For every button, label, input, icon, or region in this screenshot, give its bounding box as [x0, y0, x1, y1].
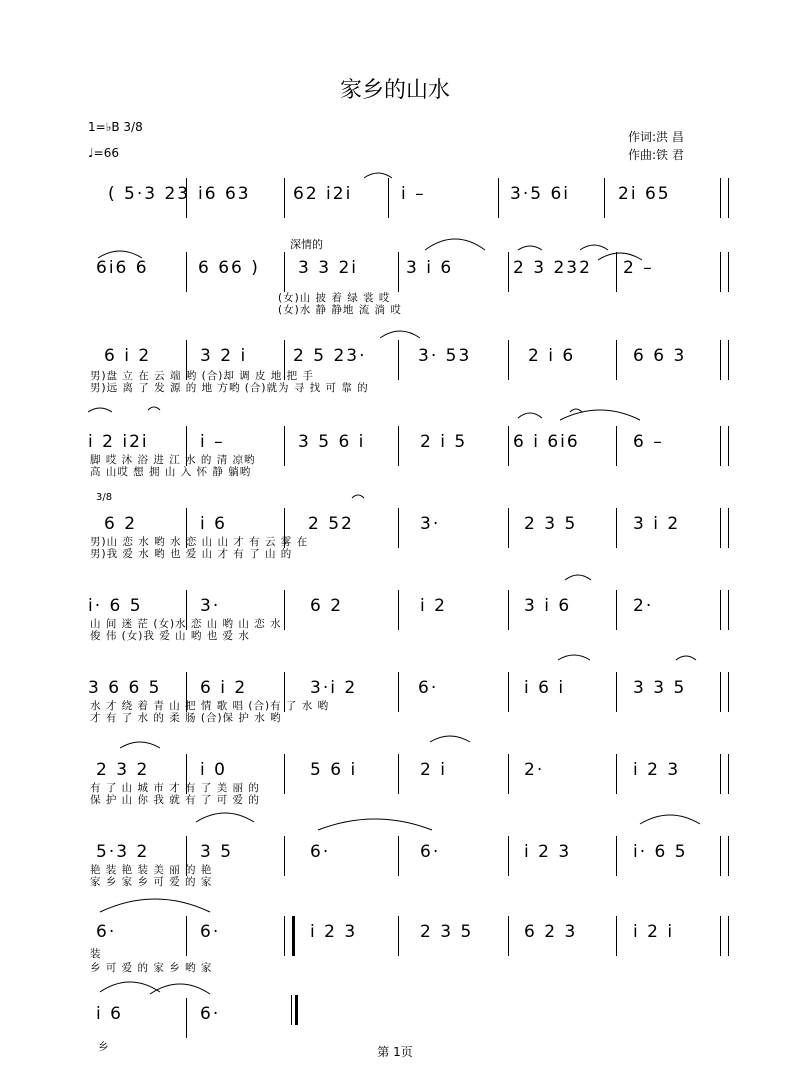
slur	[318, 819, 432, 830]
measure-notes: 6 2	[104, 514, 138, 534]
lyric-line: 有 了 山 城 市 才 有 了 美 丽 的	[90, 782, 260, 794]
measure-notes: 6·	[310, 842, 331, 862]
barline	[508, 508, 509, 548]
lyric-line: 男)盘 立 在 云 端 哟 (合)却 调 皮 地 把 手	[90, 370, 315, 382]
barline	[508, 590, 509, 630]
measure-notes: 3 6 6 5	[88, 678, 162, 698]
measure-notes: 3 i 6	[524, 596, 572, 616]
measure-notes: 6·	[200, 1004, 221, 1024]
barline-end	[728, 754, 729, 794]
lyric-line: 山 间 迷 茫 (女)水 恋 山 哟 山 恋 水	[90, 618, 282, 630]
tempo-marking: ♩=66	[88, 146, 119, 160]
barline	[186, 178, 187, 218]
barline	[616, 754, 617, 794]
barline	[508, 754, 509, 794]
measure-notes: i –	[200, 432, 225, 452]
measure-notes: 2 3 5	[524, 514, 578, 534]
slur	[676, 656, 696, 660]
measure-notes: i 2 3	[310, 922, 358, 942]
lyric-line: 家 乡 家 乡 可 爱 的 家	[90, 876, 213, 888]
measure-notes: 6·	[200, 922, 221, 942]
measure-notes: 2 5 23·	[293, 346, 367, 366]
lyric-line: 男)远 离 了 发 源 的 地 方哟 (合)就为 寻 找 可 靠 的	[90, 382, 369, 394]
barline	[616, 590, 617, 630]
barline	[398, 252, 399, 292]
barline-end	[728, 178, 729, 218]
slur	[352, 495, 364, 498]
barline	[398, 754, 399, 794]
measure-notes: 3 5	[200, 842, 234, 862]
slur	[425, 239, 485, 250]
lyricist: 作词:洪 昌	[628, 130, 684, 144]
barline	[508, 836, 509, 876]
slur	[196, 813, 254, 822]
measure-notes: 3·i 2	[310, 678, 358, 698]
staff-system	[88, 252, 728, 292]
measure-notes: 6·	[418, 678, 439, 698]
measure-notes: 2 52	[308, 514, 354, 534]
lyric-line: 装	[90, 948, 102, 960]
barline-end	[728, 916, 729, 956]
key-signature: 1=♭B 3/8	[88, 120, 143, 134]
barline	[720, 508, 721, 548]
barline	[284, 916, 285, 956]
measure-notes: i 6	[96, 1004, 123, 1024]
barline	[284, 590, 285, 630]
lyric-line: 脚 哎 沐 浴 进 江 水 的 清 凉哟	[90, 454, 256, 466]
barline	[616, 916, 617, 956]
barline	[398, 672, 399, 712]
measure-notes: 2 3 2	[96, 760, 150, 780]
measure-notes: 3 i 2	[633, 514, 681, 534]
lyric-line: 乡 可 爱 的 家 乡 哟 家	[90, 962, 213, 974]
barline-end	[728, 836, 729, 876]
barline	[398, 508, 399, 548]
footer-lyric: 乡	[98, 1041, 109, 1053]
barline	[284, 252, 285, 292]
measure-notes: 3·5 6i	[510, 184, 570, 204]
slur	[565, 575, 591, 580]
barline	[398, 426, 399, 466]
measure-notes: 6 i 2	[200, 678, 248, 698]
measure-notes: i 2 3	[524, 842, 572, 862]
barline	[186, 916, 187, 956]
composer: 作曲:铁 君	[628, 148, 684, 162]
barline-end	[728, 590, 729, 630]
lyric-line: 男)山 恋 水 哟 水 恋 山 山 才 有 云 雾 在	[90, 536, 309, 548]
barline	[720, 340, 721, 380]
measure-notes: 2·	[524, 760, 545, 780]
measure-notes: 6 i 2	[104, 346, 152, 366]
slur	[120, 742, 160, 748]
barline	[616, 672, 617, 712]
song-title: 家乡的山水	[339, 78, 450, 103]
measure-notes: 6·	[96, 922, 117, 942]
measure-notes: i 0	[200, 760, 227, 780]
measure-notes: 6·	[420, 842, 441, 862]
measure-notes: i 6	[200, 514, 227, 534]
measure-notes: 5 6 i	[310, 760, 358, 780]
repeat-barline	[292, 916, 299, 956]
slur	[518, 246, 542, 250]
slur	[570, 409, 582, 412]
lyric-line: 男)我 爱 水 哟 也 爱 山 才 有 了 山 的	[90, 548, 293, 560]
measure-notes: 6 i 6i6	[513, 432, 580, 452]
barline	[398, 836, 399, 876]
slur	[580, 245, 608, 250]
barline	[186, 998, 187, 1038]
measure-notes: i 2 3	[633, 760, 681, 780]
staff-system	[88, 178, 728, 218]
lyric-line: 保 护 山 你 我 就 有 了 可 爱 的	[90, 794, 260, 806]
staff-system	[88, 916, 728, 956]
measure-notes: i –	[401, 184, 426, 204]
barline	[720, 252, 721, 292]
barline	[616, 426, 617, 466]
barline	[508, 252, 509, 292]
barline	[720, 426, 721, 466]
measure-notes: 3 2 i	[200, 346, 248, 366]
lyric-line: (女)水 静 静地 流 淌 哎	[278, 304, 402, 316]
measure-notes: i· 6 5	[88, 596, 143, 616]
barline	[616, 252, 617, 292]
barline-end	[728, 426, 729, 466]
measure-notes: 5·3 2	[96, 842, 150, 862]
measure-notes: 2 i 5	[420, 432, 468, 452]
measure-notes: i 6 i	[524, 678, 566, 698]
barline-end	[728, 508, 729, 548]
barline	[398, 590, 399, 630]
measure-notes: 6 66 )	[198, 258, 260, 278]
barline-end	[728, 340, 729, 380]
lyric-line: 才 有 了 水 的 柔 肠 (合)保 护 水 哟	[90, 712, 282, 724]
lyric-line: 水 才 绕 着 青 山 把 情 歌 唱 (合)有 了 水 哟	[90, 700, 330, 712]
measure-notes: 3 3 5	[633, 678, 687, 698]
measure-notes: i· 6 5	[633, 842, 688, 862]
measure-notes: 2·	[633, 596, 654, 616]
slur	[430, 736, 470, 742]
measure-notes: 3· 53	[418, 346, 472, 366]
barline	[720, 590, 721, 630]
slur	[518, 413, 542, 418]
measure-notes: 6i6 6	[96, 258, 149, 278]
barline	[284, 754, 285, 794]
measure-notes: 2 3 232	[513, 258, 592, 278]
barline	[284, 178, 285, 218]
barline	[388, 178, 389, 218]
barline-end	[728, 672, 729, 712]
barline	[508, 340, 509, 380]
barline	[616, 836, 617, 876]
barline	[186, 252, 187, 292]
lyric-line: 艳 装 艳 装 美 丽 的 艳	[90, 864, 213, 876]
barline	[508, 426, 509, 466]
barline	[720, 178, 721, 218]
time-signature-change: 3/8	[96, 492, 113, 503]
measure-notes: 62 i2i	[293, 184, 353, 204]
measure-notes: i 2 i	[633, 922, 675, 942]
measure-notes: ( 5·3 23	[108, 184, 191, 204]
barline	[616, 340, 617, 380]
barline	[284, 426, 285, 466]
measure-notes: 3 i 6	[406, 258, 454, 278]
slur	[380, 331, 420, 338]
page-number: 第 1页	[377, 1045, 413, 1059]
barline	[284, 836, 285, 876]
barline	[720, 672, 721, 712]
slur	[100, 982, 160, 992]
credits	[628, 128, 684, 164]
barline	[398, 916, 399, 956]
measure-notes: 6 2 3	[524, 922, 578, 942]
barline	[616, 508, 617, 548]
slur	[148, 407, 160, 410]
measure-notes: 3 5 6 i	[298, 432, 366, 452]
slur	[560, 410, 640, 420]
staff-system	[88, 998, 728, 1038]
measure-notes: 3 3 2i	[298, 258, 358, 278]
slur	[88, 408, 112, 412]
barline	[720, 916, 721, 956]
slur	[150, 984, 210, 994]
measure-notes: 3·	[200, 596, 221, 616]
barline	[498, 178, 499, 218]
expression-marking: 深情的	[290, 238, 323, 251]
barline	[398, 340, 399, 380]
measure-notes: 6 6 3	[633, 346, 687, 366]
barline	[508, 672, 509, 712]
barline	[508, 916, 509, 956]
barline	[720, 754, 721, 794]
measure-notes: 3·	[420, 514, 441, 534]
measure-notes: 2i 65	[618, 184, 671, 204]
lyric-line: 俊 伟 (女)我 爱 山 哟 也 爱 水	[90, 630, 250, 642]
measure-notes: 2 3 5	[420, 922, 474, 942]
measure-notes: i 2 i2i	[88, 432, 149, 452]
slur	[100, 899, 210, 912]
measure-notes: i 2	[420, 596, 447, 616]
lyric-line: (女)山 披 着 绿 裳 哎	[278, 292, 391, 304]
measure-notes: 2 i	[420, 760, 447, 780]
measure-notes: i6 63	[198, 184, 251, 204]
slur	[558, 655, 590, 660]
measure-notes: 6 2	[310, 596, 344, 616]
barline	[604, 178, 605, 218]
measure-notes: 6 –	[633, 432, 664, 452]
barline	[720, 836, 721, 876]
measure-notes: 2 –	[623, 258, 654, 278]
measure-notes: 2 i 6	[528, 346, 576, 366]
slur	[640, 815, 700, 824]
final-barline	[291, 995, 298, 1025]
lyric-line: 高 山哎 想 拥 山 入 怀 静 躺哟	[90, 466, 252, 478]
barline-end	[728, 252, 729, 292]
